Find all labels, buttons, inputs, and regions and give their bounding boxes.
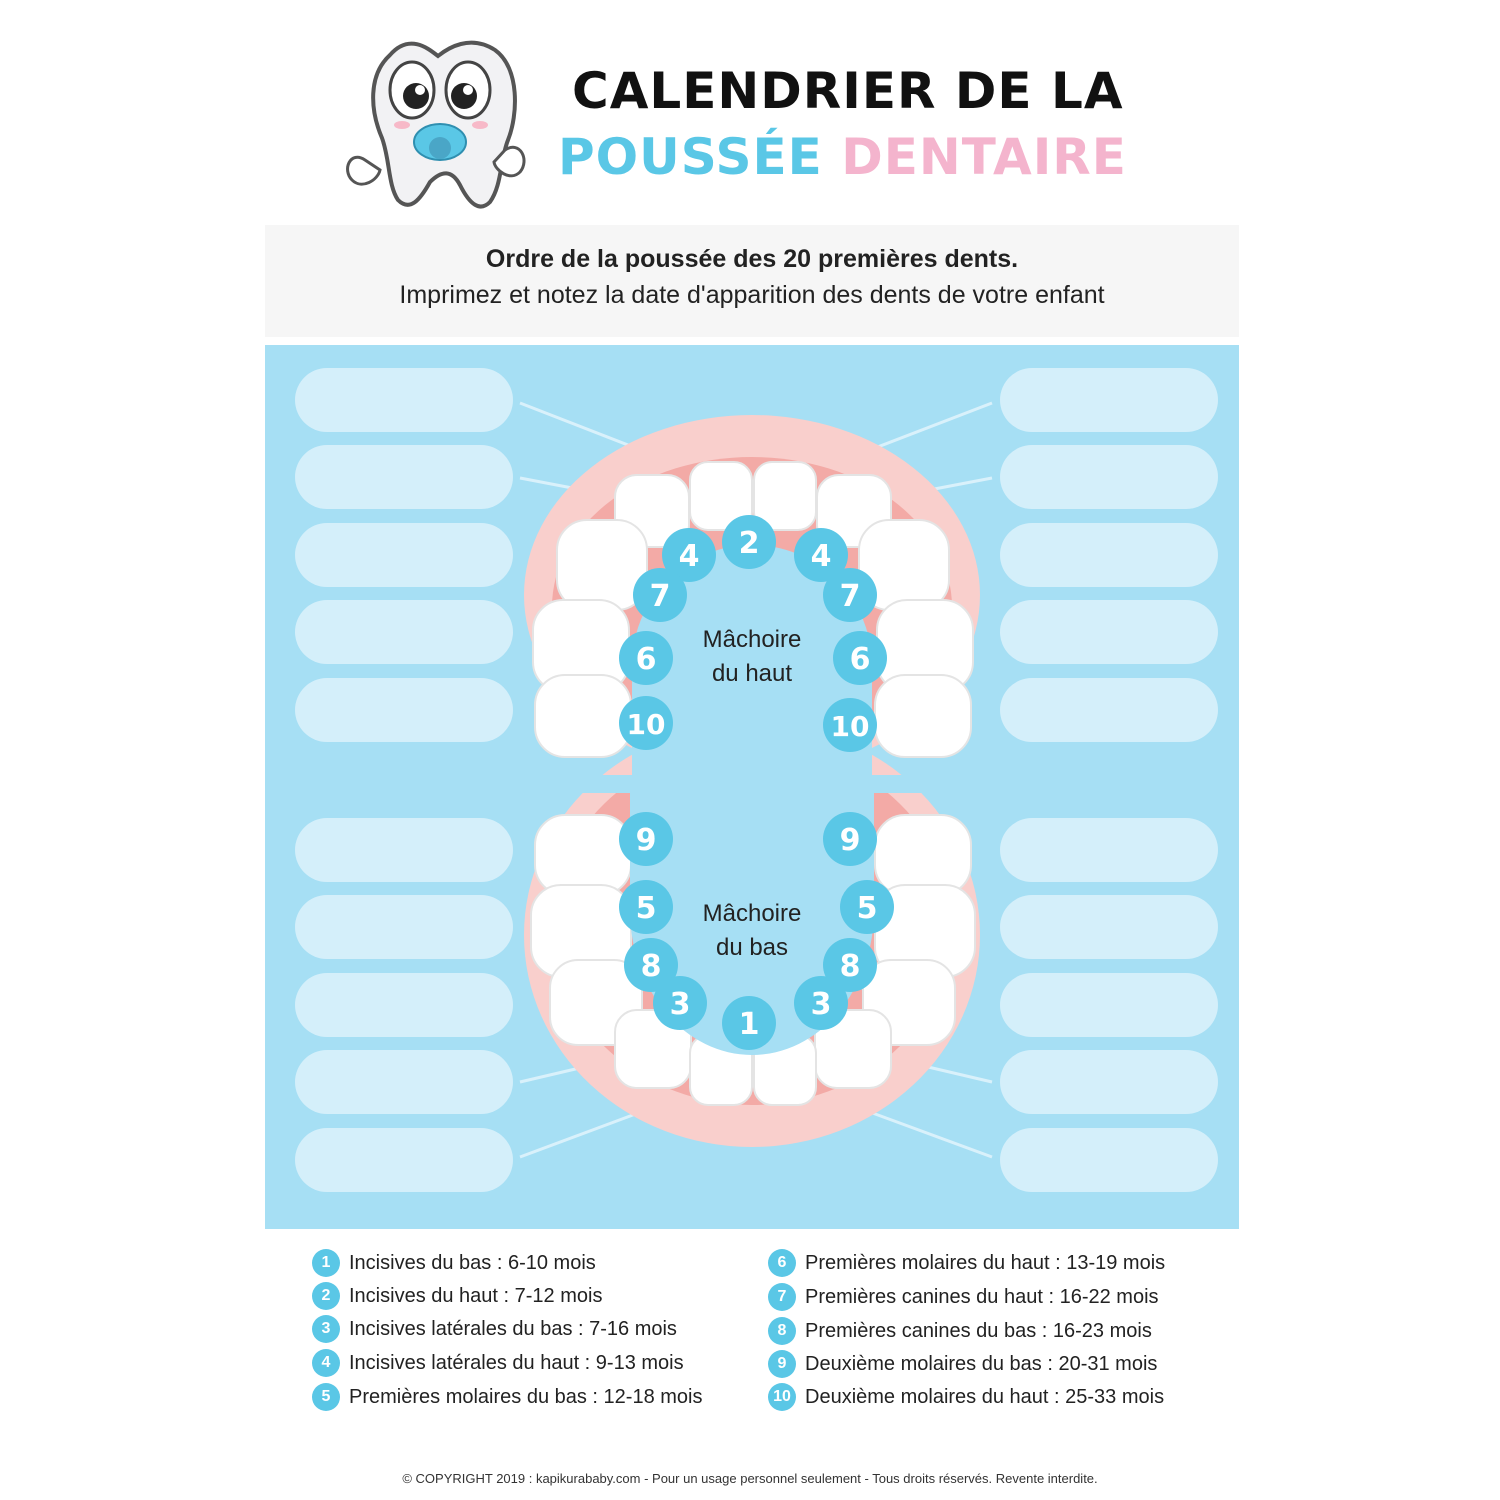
badge-number: 8	[640, 949, 662, 984]
badge-number: 7	[839, 579, 861, 614]
legend-item	[768, 1349, 1157, 1379]
badge-number: 3	[669, 987, 691, 1022]
legend-number-badge: 3	[312, 1315, 340, 1343]
tooth-number-badge-3	[653, 976, 707, 1030]
legend-item	[768, 1382, 1164, 1412]
legend-item	[312, 1314, 677, 1344]
legend-item	[768, 1316, 1152, 1346]
badge-number: 9	[635, 823, 657, 858]
jaw-diagram	[265, 345, 1239, 1229]
badge-number: 10	[830, 710, 870, 743]
legend-text: Incisives du haut : 7-12 mois	[349, 1284, 603, 1307]
legend-number-badge: 4	[312, 1349, 340, 1377]
badge-number: 1	[738, 1007, 760, 1042]
legend-text: Incisives latérales du bas : 7-16 mois	[349, 1317, 677, 1340]
badge-number: 10	[626, 708, 666, 741]
legend-item	[312, 1348, 684, 1378]
legend-text: Premières canines du bas : 16-23 mois	[805, 1319, 1152, 1342]
legend-text: Premières molaires du haut : 13-19 mois	[805, 1251, 1166, 1274]
legend-text: Premières molaires du bas : 12-18 mois	[349, 1385, 703, 1408]
badge-number: 5	[635, 891, 657, 926]
tooth-number-badge-2	[722, 515, 776, 569]
upper-jaw-label-line1: Mâchoire	[702, 626, 802, 653]
lower-jaw-label-line2: du bas	[715, 934, 789, 961]
title-line-2	[558, 128, 1127, 186]
badge-number: 7	[649, 579, 671, 614]
legend-item	[768, 1282, 1159, 1312]
tooth-number-badge-1	[722, 996, 776, 1050]
legend-number-badge: 7	[768, 1283, 796, 1311]
badge-number: 8	[839, 949, 861, 984]
tooth-number-badge-10	[619, 696, 673, 750]
badge-number: 3	[810, 987, 832, 1022]
legend-text: Incisives du bas : 6-10 mois	[349, 1251, 596, 1274]
teeth-diagram-panel	[265, 345, 1239, 1229]
legend-number-badge: 1	[312, 1249, 340, 1277]
legend-number-badge: 5	[312, 1383, 340, 1411]
badge-number: 2	[738, 526, 760, 561]
legend-text: Premières canines du haut : 16-22 mois	[805, 1285, 1159, 1308]
legend-number-badge: 2	[312, 1282, 340, 1310]
title-word-poussee: POUSSÉE	[558, 128, 823, 186]
legend-text: Deuxième molaires du haut : 25-33 mois	[805, 1385, 1165, 1408]
legend-number-badge: 9	[768, 1350, 796, 1378]
tooth-number-badge-5	[840, 880, 894, 934]
tooth-number-badge-9	[823, 812, 877, 866]
title-line-1: CALENDRIER DE LA	[572, 62, 1124, 120]
lower-jaw-label-line1: Mâchoire	[702, 900, 802, 927]
legend-item	[312, 1248, 596, 1278]
legend-number-badge: 6	[768, 1249, 796, 1277]
legend-item	[768, 1248, 1165, 1278]
badge-number: 9	[839, 823, 861, 858]
badge-number: 4	[678, 539, 700, 574]
tooth-number-badge-3	[794, 976, 848, 1030]
legend-number-badge: 10	[768, 1383, 796, 1411]
legend-text: Deuxième molaires du bas : 20-31 mois	[805, 1352, 1158, 1375]
legend-item	[312, 1281, 602, 1311]
badge-number: 6	[635, 642, 657, 677]
legend-item	[312, 1382, 702, 1412]
tooth-number-badge-9	[619, 812, 673, 866]
badge-number: 5	[856, 891, 878, 926]
tooth-number-badge-10	[823, 698, 877, 752]
intro-box	[265, 225, 1239, 337]
tooth-number-badge-7	[823, 568, 877, 622]
tooth-number-badge-7	[633, 568, 687, 622]
upper-jaw-label-line2: du haut	[711, 660, 793, 687]
upper-jaw-label	[662, 623, 842, 691]
legend-number-badge: 8	[768, 1317, 796, 1345]
legend-text: Incisives latérales du haut : 9-13 mois	[349, 1351, 684, 1374]
intro-instruction: Imprimez et notez la date d'apparition des dents de votre enfant	[399, 281, 1105, 309]
intro-heading: Ordre de la poussée des 20 premières dents.	[485, 245, 1019, 273]
title-word-dentaire: DENTAIRE	[841, 128, 1127, 186]
lower-jaw-label	[662, 897, 842, 965]
badge-number: 4	[810, 539, 832, 574]
tooth-mascot-icon	[330, 20, 540, 215]
badge-number: 6	[849, 642, 871, 677]
copyright-footer: © COPYRIGHT 2019 : kapikurababy.com - Pour un usage personnel seulement - Tous droits réservés. Revente interdite.	[402, 1471, 1098, 1486]
